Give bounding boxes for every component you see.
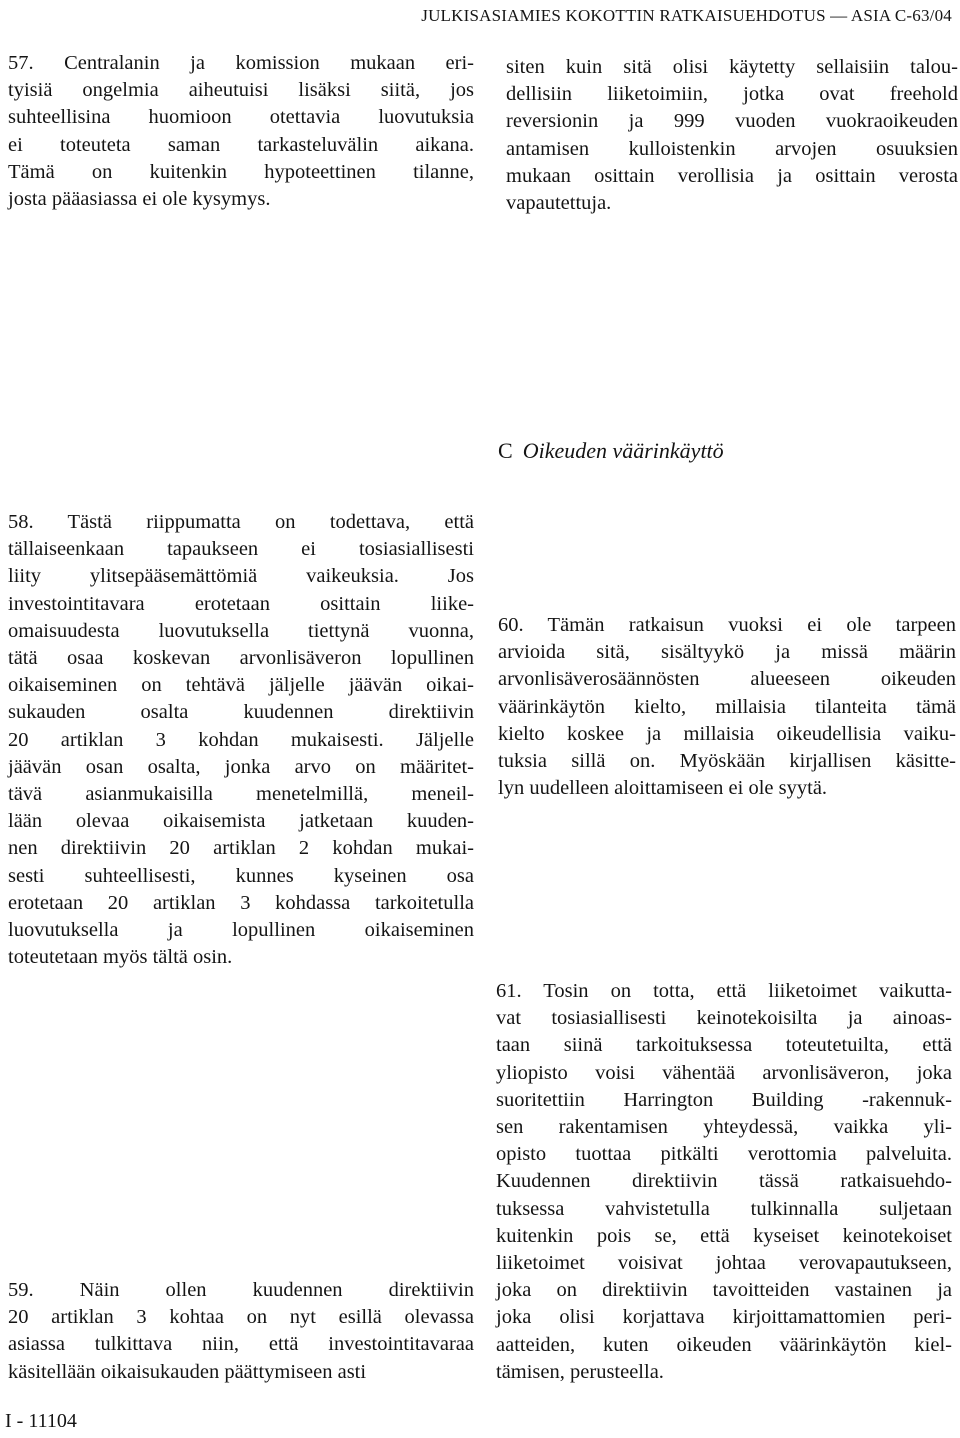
text-line: yliopisto voisi vähentää arvonlisäveron, joka (496, 1061, 952, 1084)
text-line: investointitavara erotetaan osittain liike- (8, 592, 474, 615)
text-line: 57. Centralanin ja komission mukaan eri- (8, 52, 474, 74)
text-line: asiassa tulkittava niin, että investointitavaraa (8, 1333, 474, 1356)
section-title: Oikeuden väärinkäyttö (522, 438, 724, 463)
text-line: sen rakentamisen yhteydessä, vaikka yli- (496, 1116, 952, 1139)
text-line: erotetaan 20 artiklan 3 kohdassa tarkoitetulla (8, 891, 474, 914)
text-line: tällaiseenkaan tapaukseen ei tosiasiallisesti (8, 538, 474, 561)
text-line: vapautettuja. (506, 192, 612, 215)
text-line: vat tosiasiallisesti keinotekoisilta ja ainoas- (496, 1007, 952, 1030)
text-line: siten kuin sitä olisi käytetty sellaisiin talou- (506, 56, 958, 78)
paragraph-58 (8, 509, 474, 971)
text-line: kuitenkin pois se, että kyseiset keinotekoiset (496, 1224, 952, 1247)
text-line: tyisiä ongelmia aiheutuisi lisäksi siitä, jos (8, 79, 474, 102)
text-line: joka on direktiivin tavoitteiden vastainen ja (496, 1279, 952, 1302)
text-line: aatteiden, kuten oikeuden väärinkäytön kiel- (496, 1333, 952, 1356)
text-line: dellisiin liiketoimiin, jotka ovat freehold (506, 83, 958, 106)
text-line: jäävän osan osalta, jonka arvo on määritet- (8, 755, 474, 778)
text-line: suoritettiin Harrington Building -rakennuk- (496, 1088, 952, 1111)
text-line: tuksia sillä on. Myöskään kirjallisen käsitte- (498, 750, 956, 773)
text-line: toteutetaan myös tältä osin. (8, 946, 233, 969)
text-line: arvonlisäverosäännösten alueeseen oikeuden (498, 668, 956, 691)
text-line: kielto koskee ja millaisia oikeudellisia vaiku- (498, 722, 956, 745)
text-line: oikaiseminen on tehtävä jäljelle jäävän oikai- (8, 674, 474, 697)
text-line: opisto tuottaa pitkälti verottomia palveluita. (496, 1143, 952, 1166)
text-line: tuksessa vahvistetulla tulkinnalla suljetaan (496, 1197, 952, 1220)
running-header: JULKISASIAMIES KOKOTTIN RATKAISUEHDOTUS — ASIA C-63/04 (421, 6, 952, 25)
page-number: I - 11104 (5, 1410, 77, 1432)
text-line: Tämä on kuitenkin hypoteettinen tilanne, (8, 160, 474, 183)
text-line: suhteellisina huomioon otettavia luovutuksia (8, 106, 474, 129)
text-line: käsitellään oikaisukauden päättymiseen asti (8, 1360, 367, 1383)
text-line: Kuudennen direktiivin tässä ratkaisuehdo- (496, 1170, 952, 1193)
text-line: omaisuudesta luovutuksella tiettynä vuonna, (8, 619, 474, 642)
text-line: liiketoimet voisivat johtaa verovapautukseen, (496, 1252, 952, 1275)
text-line: sesti suhteellisesti, kunnes kyseinen osa (8, 864, 474, 887)
text-line: reversionin ja 999 vuoden vuokraoikeuden (506, 110, 958, 133)
paragraph-56-continuation (506, 54, 958, 217)
text-line: antamisen kulloistenkin arvojen osuuksien (506, 137, 958, 160)
paragraph-59 (8, 1277, 474, 1386)
text-line: liity ylitsepääsemättömiä vaikeuksia. Jos (8, 565, 474, 588)
text-line: väärinkäytön kielto, millaisia tilanteita tämä (498, 695, 956, 718)
text-line: tätä osaa koskevan arvonlisäveron lopullinen (8, 647, 474, 670)
text-line: nen direktiivin 20 artiklan 2 kohdan mukai- (8, 837, 474, 860)
text-line: mukaan osittain verollisia ja osittain verosta (506, 164, 958, 187)
text-line: 60. Tämän ratkaisun vuoksi ei ole tarpeen (498, 614, 956, 636)
text-line: arvioida sitä, sisältyykö ja missä määrin (498, 641, 956, 664)
text-line: 58. Tästä riippumatta on todettava, että (8, 511, 474, 533)
text-line: lään olevaa oikaisemista jatketaan kuuden- (8, 810, 474, 833)
text-line: 20 artiklan 3 kohdan mukaisesti. Jäljelle (8, 728, 474, 751)
text-line: 59. Näin ollen kuudennen direktiivin (8, 1279, 474, 1301)
text-line: 20 artiklan 3 kohtaa on nyt esillä olevassa (8, 1306, 474, 1329)
text-line: sukauden osalta kuudennen direktiivin (8, 701, 474, 724)
text-line: tämisen, perusteella. (496, 1360, 664, 1383)
paragraph-61 (496, 978, 952, 1386)
text-line: ei toteuteta saman tarkasteluvälin aikana. (8, 133, 474, 156)
paragraph-57 (8, 50, 474, 213)
text-line: josta pääasiassa ei ole kysymys. (8, 188, 271, 211)
text-line: lyn uudelleen aloittamiseen ei ole syytä. (498, 777, 828, 800)
text-line: taan siinä tarkoituksessa toteutetuilta, että (496, 1034, 952, 1057)
text-line: luovutuksella ja lopullinen oikaiseminen (8, 919, 474, 942)
text-line: joka olisi korjattava kirjoittamattomien peri- (496, 1306, 952, 1329)
paragraph-60 (498, 612, 956, 802)
section-letter: C (498, 438, 513, 463)
text-line: 61. Tosin on totta, että liiketoimet vaikutta- (496, 980, 952, 1002)
section-heading (498, 438, 724, 464)
text-line: tävä asianmukaisilla menetelmillä, meneil- (8, 783, 474, 806)
